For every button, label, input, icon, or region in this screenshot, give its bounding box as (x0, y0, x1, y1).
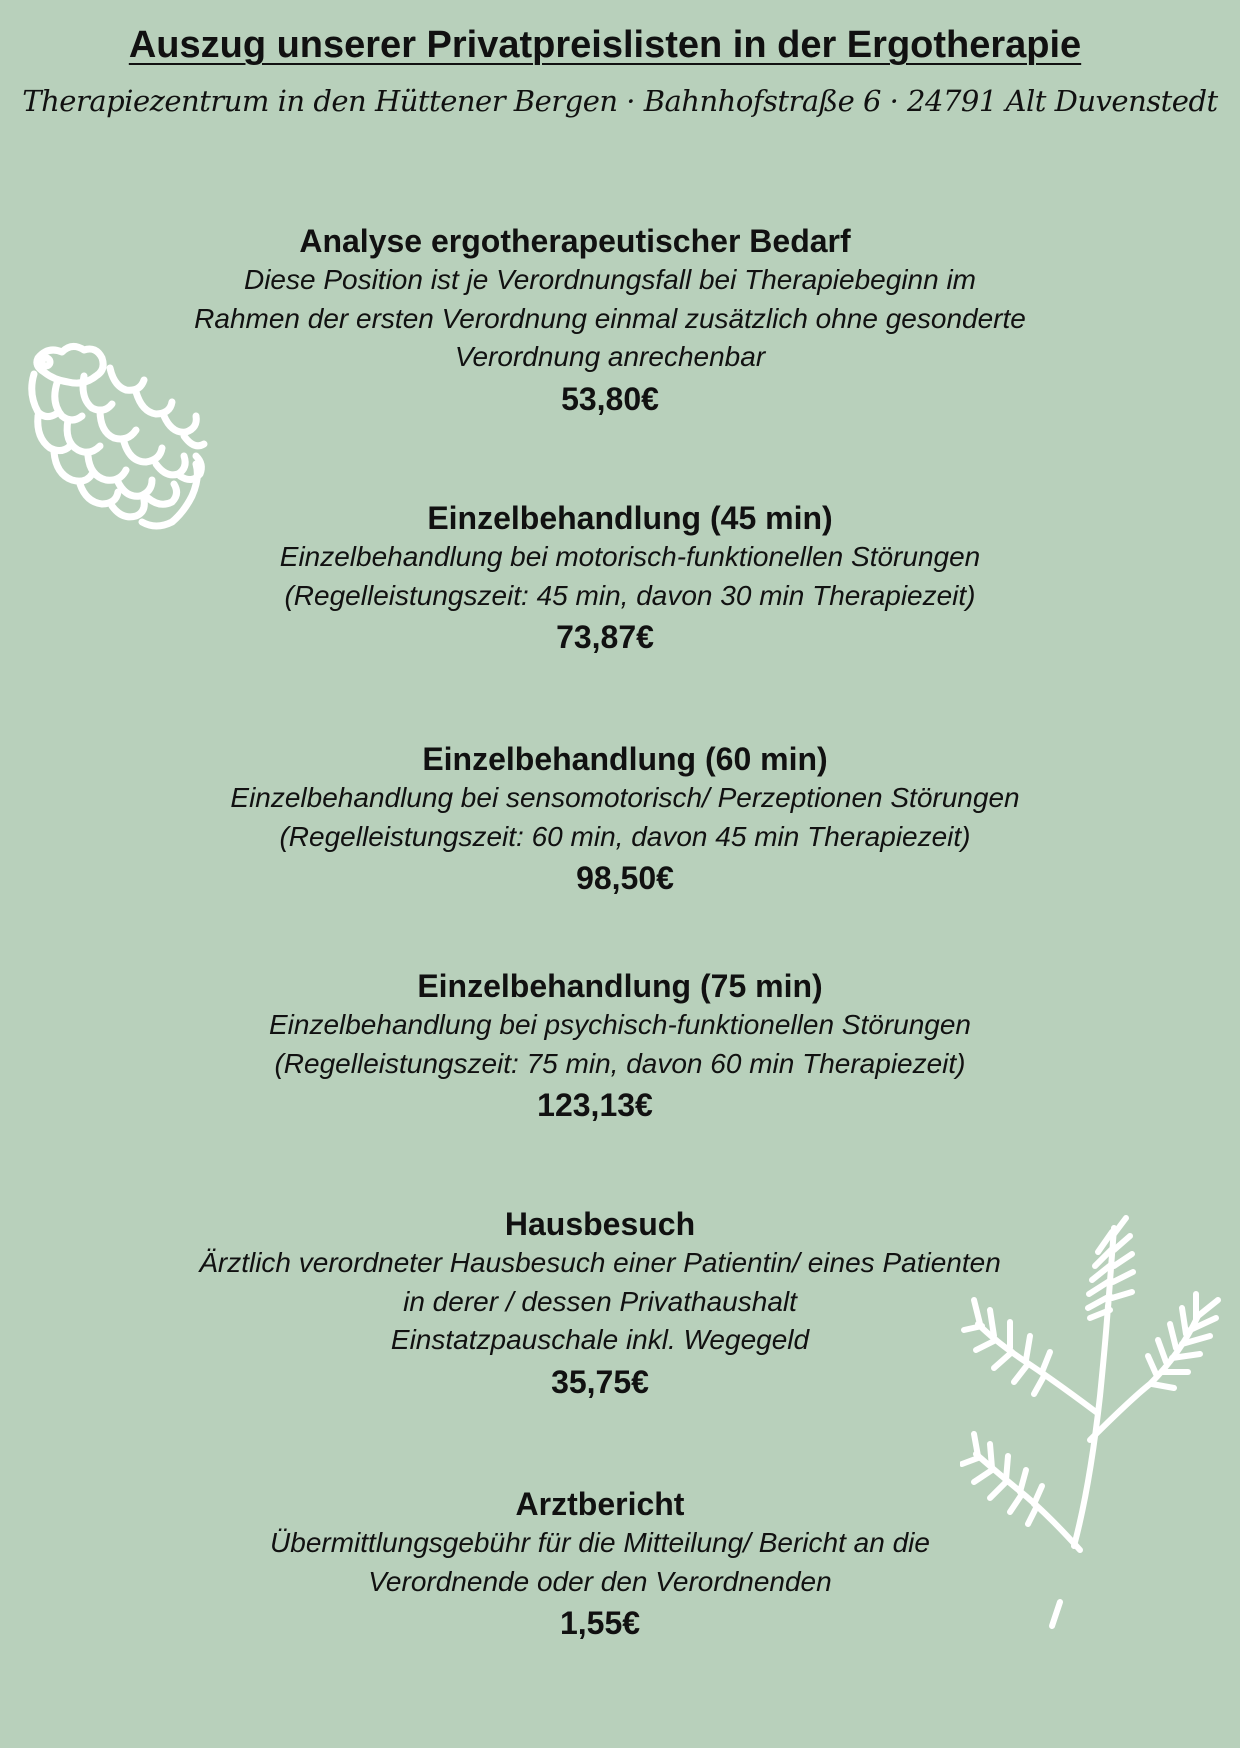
service-description-line: Einzelbehandlung bei psychisch-funktionellen Störungen (268, 1009, 972, 1040)
service-name: Einzelbehandlung (45 min) (427, 500, 833, 536)
service-description-line: Verordnende oder den Verordnenden (368, 1565, 832, 1597)
service-name: Arztbericht (515, 1486, 685, 1522)
service-name: Hausbesuch (504, 1206, 696, 1242)
service-description-line: Einstatzpauschale inkl. Wegegeld (390, 1324, 810, 1355)
service-arztbericht (200, 1484, 1000, 1645)
service-description-line: Ärztlich verordneter Hausbesuch einer Patientin/ eines Patienten (199, 1247, 1001, 1278)
service-description-line: (Regelleistungszeit: 75 min, davon 60 min Therapiezeit) (274, 1047, 966, 1079)
service-einzel-45 (180, 498, 1080, 659)
pine-branch-icon (960, 1212, 1230, 1632)
service-description-line: Übermittlungsgebühr für die Mitteilung/ Bericht an die (270, 1527, 930, 1558)
pinecone-icon (24, 338, 224, 538)
service-name: Analyse ergotherapeutischer Bedarf (299, 223, 851, 259)
service-description-line: Rahmen der ersten Verordnung einmal zusätzlich ohne gesonderte (194, 302, 1026, 334)
service-einzel-75 (170, 966, 1070, 1127)
service-description-line: Verordnung anrechenbar (454, 341, 766, 372)
service-price: 98,50€ (576, 860, 674, 896)
service-description-line: (Regelleistungszeit: 45 min, davon 30 min Therapiezeit) (284, 579, 976, 611)
service-name: Einzelbehandlung (75 min) (417, 968, 823, 1004)
service-description-line: Diese Position ist je Verordnungsfall bei Therapiebeginn im (243, 264, 977, 295)
service-description-line: Einzelbehandlung bei motorisch-funktionellen Störungen (279, 541, 981, 572)
service-analyse (130, 221, 1090, 421)
service-description-line: Einzelbehandlung bei sensomotorisch/ Perzeptionen Störungen (230, 782, 1020, 813)
service-name: Einzelbehandlung (60 min) (422, 741, 828, 777)
service-price: 73,87€ (556, 619, 654, 655)
service-price: 53,80€ (561, 380, 659, 417)
service-price: 1,55€ (559, 1605, 641, 1641)
page-subtitle: Therapiezentrum in den Hüttener Bergen · Bahnhofstraße 6 · 24791 Alt Duvenstedt (22, 84, 1218, 118)
service-price: 35,75€ (551, 1363, 649, 1400)
service-description-line: (Regelleistungszeit: 60 min, davon 45 min Therapiezeit) (279, 820, 971, 852)
service-price: 123,13€ (537, 1087, 653, 1123)
service-description-line: in derer / dessen Privathaushalt (403, 1285, 797, 1317)
page-title: Auszug unserer Privatpreislisten in der Ergotherapie (128, 24, 1082, 66)
service-einzel-60 (160, 739, 1090, 900)
service-hausbesuch (100, 1204, 1100, 1404)
